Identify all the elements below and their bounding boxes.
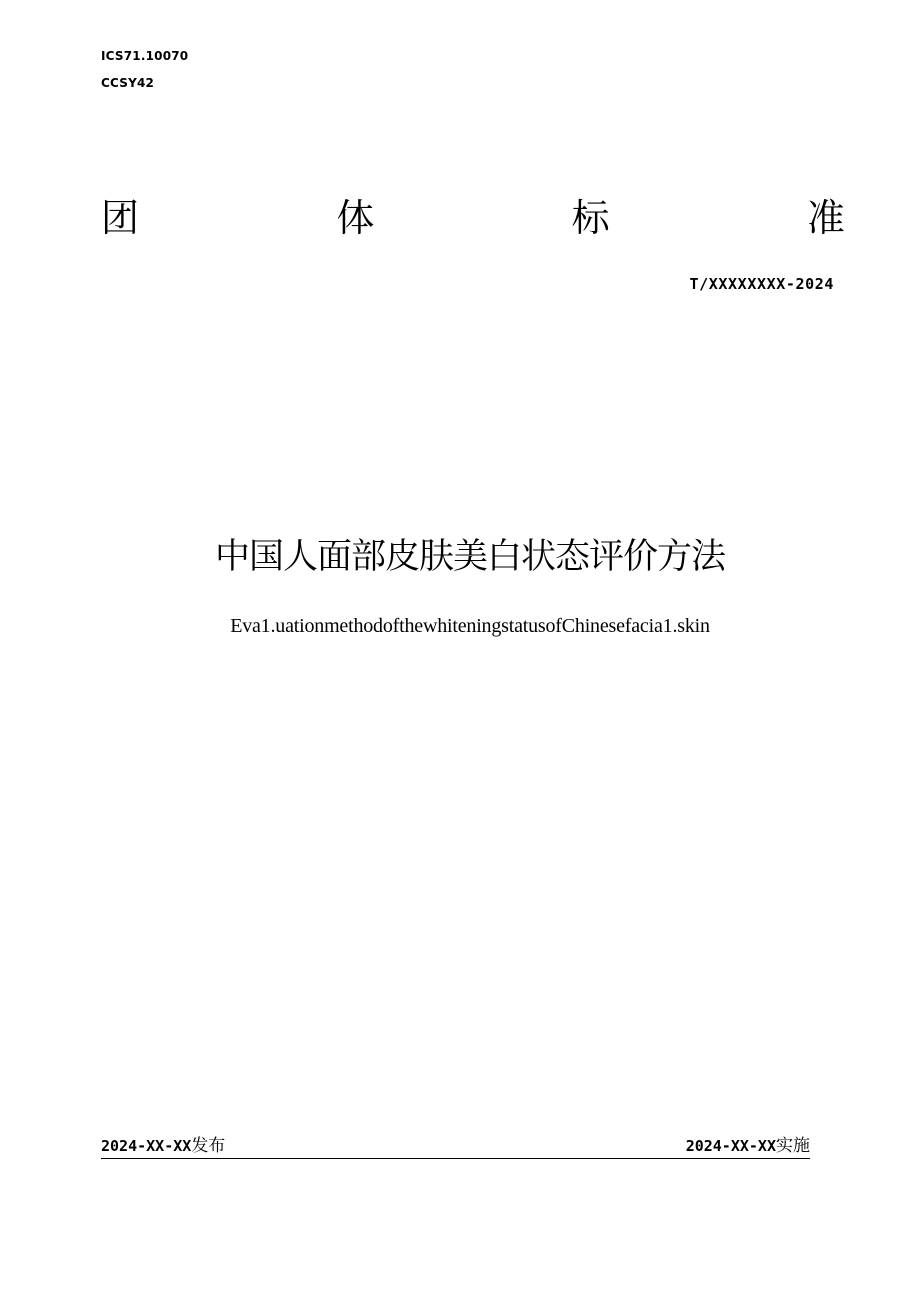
publish-date: 2024-XX-XX [101, 1137, 192, 1155]
english-title: Eva1.uationmethodofthewhiteningstatusofChinesefacia1.skin [230, 615, 710, 637]
publish-date-group [101, 1134, 225, 1158]
standard-type-heading [101, 194, 845, 242]
standard-type-char: 标 [571, 196, 610, 240]
implement-date-group [686, 1134, 810, 1158]
date-footer [101, 1134, 810, 1159]
chinese-title: 中国人面部皮肤美白状态评价方法 [214, 537, 725, 577]
standard-type-char: 准 [806, 196, 845, 240]
publish-label: 发布 [191, 1136, 226, 1156]
ics-code: ICS71.10070 [101, 49, 189, 63]
implement-label: 实施 [776, 1136, 810, 1156]
standard-type-char: 体 [336, 196, 375, 240]
implement-date: 2024-XX-XX [685, 1137, 776, 1155]
standard-type-char: 团 [101, 196, 140, 240]
ccs-code: CCSY42 [101, 76, 155, 90]
standard-number: T/XXXXXXXX-2024 [689, 275, 834, 293]
